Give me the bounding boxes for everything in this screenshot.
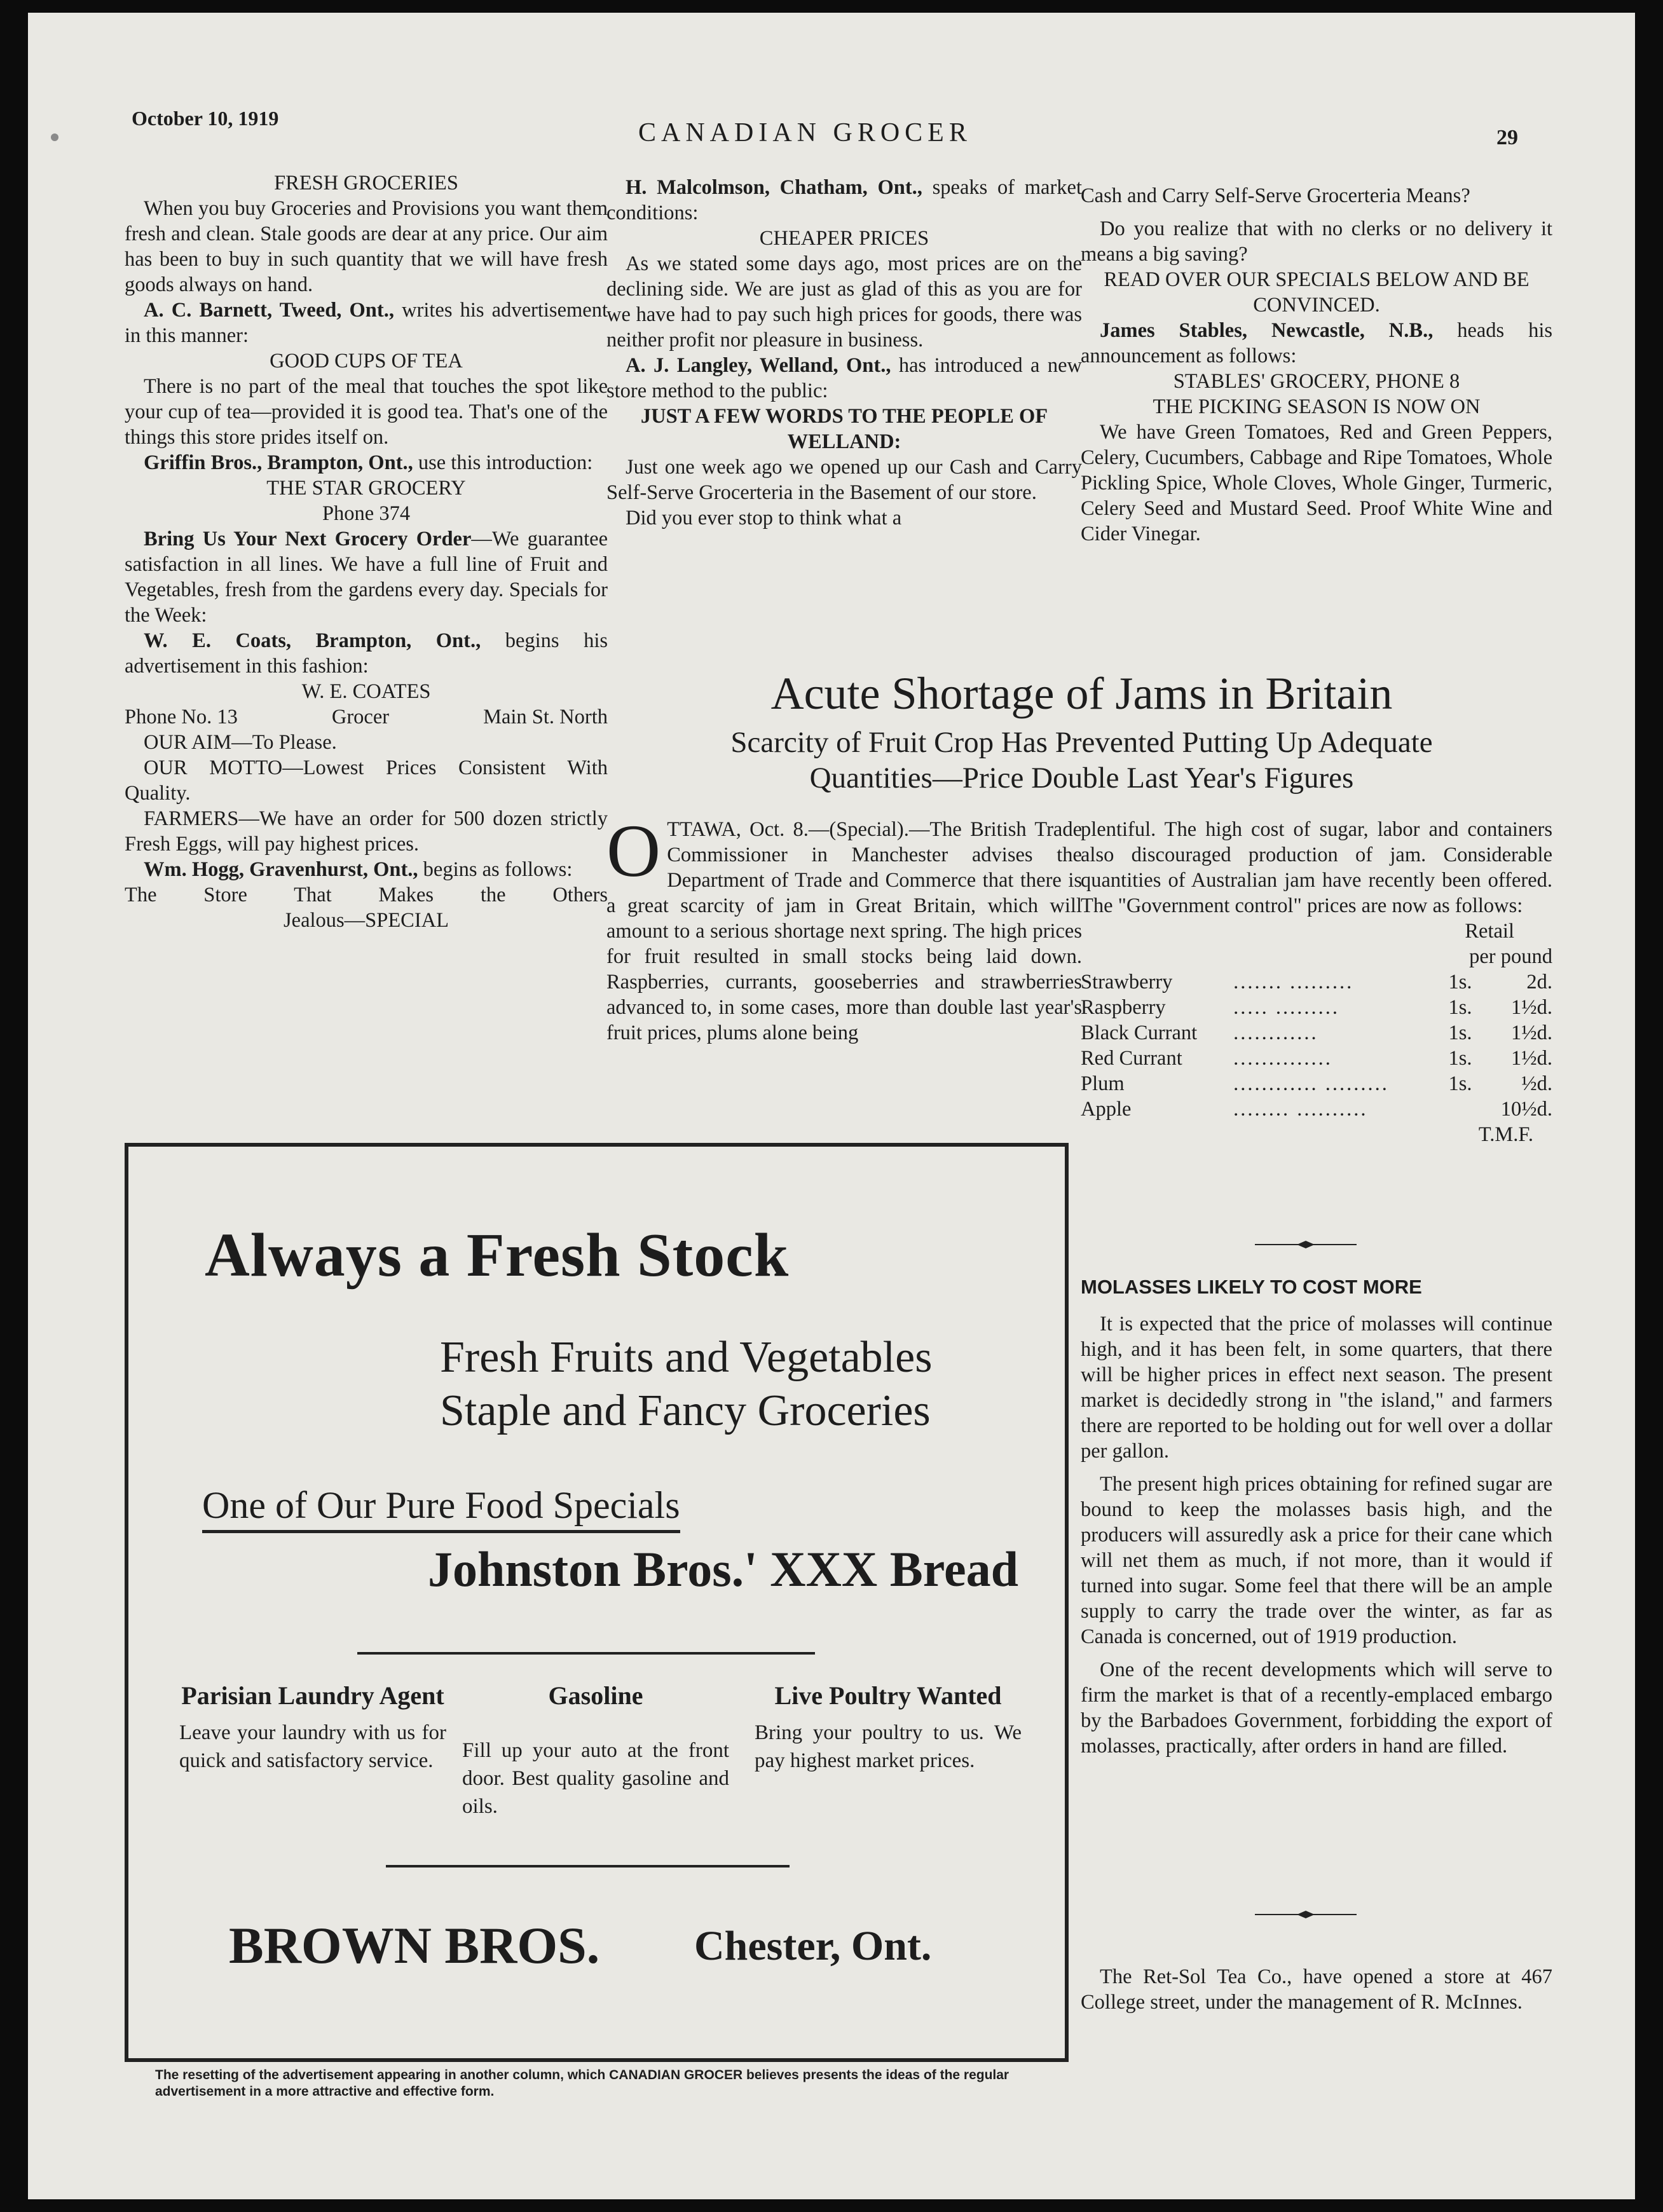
store-line: The Store That Makes the Others xyxy=(125,884,608,906)
ad-headline: Always a Fresh Stock xyxy=(205,1221,790,1290)
gasoline-title: Gasoline xyxy=(548,1681,643,1710)
ad-brand: BROWN BROS. xyxy=(229,1916,600,1974)
price-item: Plum xyxy=(1081,1072,1125,1095)
farmers-text: FARMERS—We have an order for 500 dozen strictly Fresh Eggs, will pay highest prices. xyxy=(125,807,608,856)
price-item: Black Currant xyxy=(1081,1021,1198,1044)
griffin-intro xyxy=(125,450,608,475)
ad-line-1: Fresh Fruits and Vegetables xyxy=(440,1333,933,1382)
cheaper-text: As we stated some days ago, most prices are on the declining side. We are just as glad of this as you are for we have had to pay such high prices for goods, there was neither profit nor pleasure in business. xyxy=(606,252,1082,352)
coates-phone: Phone No. 13 xyxy=(125,706,238,728)
realize-text: Do you realize that with no clerks or no delivery it means a big saving? xyxy=(1081,217,1552,266)
per-pound-label: per pound xyxy=(1469,945,1552,968)
price-shillings: 1s. xyxy=(1448,1047,1472,1070)
heading-few-words: JUST A FEW WORDS TO THE PEOPLE OF WELLAND: xyxy=(640,405,1048,453)
malcolmson-text: speaks of market conditions: xyxy=(606,176,1082,224)
laundry-text: Leave your laundry with us for quick and satisfactory service. xyxy=(179,1721,446,1772)
retsol-item xyxy=(1081,1964,1552,2015)
diamond-rule-icon xyxy=(1255,1240,1357,1249)
price-shillings: 1s. xyxy=(1448,996,1472,1019)
price-shillings: 1s. xyxy=(1448,1021,1472,1044)
price-shillings: 1s. xyxy=(1448,1072,1472,1095)
molasses-p1: It is expected that the price of molasses will continue high, and it has been felt, in some quarters, that there will be higher prices in effect next season. The present market is decidedly strong in "the island," and farmers there are reported to be holding out for well over a dollar per gallon. xyxy=(1081,1313,1552,1463)
section-ornament xyxy=(1255,1910,1357,1919)
poultry-text: Bring your poultry to us. We pay highest market prices. xyxy=(755,1721,1022,1772)
price-leader: ............ xyxy=(1233,1021,1318,1044)
heading-star-grocery: THE STAR GROCERY xyxy=(266,477,466,500)
barnett-intro xyxy=(125,297,608,348)
ad-poultry-box xyxy=(755,1681,1022,1775)
heading-picking-season: THE PICKING SEASON IS NOW ON xyxy=(1153,395,1481,418)
malcolmson-name: H. Malcolmson, Chatham, Ont., xyxy=(626,176,922,199)
price-item: Strawberry xyxy=(1081,971,1173,993)
price-row xyxy=(1081,969,1552,995)
ad-bread-text: Johnston Bros.' XXX Bread xyxy=(428,1541,1018,1597)
heading-good-cups: GOOD CUPS OF TEA xyxy=(270,350,463,372)
barnett-name: A. C. Barnett, Tweed, Ont., xyxy=(144,299,394,322)
magazine-page xyxy=(28,13,1635,2199)
cash-carry-text: Cash and Carry Self-Serve Grocerteria Means? xyxy=(1081,184,1470,207)
ad-footnote: The resetting of the advertisement appearing in another column, which CANADIAN GROCER believes presents the ideas of the regular advertisement in a more attractive and effective form. xyxy=(155,2068,1009,2099)
ad-bread xyxy=(128,1541,1063,1598)
jealous-line: Jealous—SPECIAL xyxy=(284,909,449,932)
molasses-p2: The present high prices obtaining for refined sugar are bound to keep the molasses basis high, and the producers will assuredly ask a price for their cane which will net them as much, if not more, than it would if turned into sugar. Some feel that there will be an ample supply to carry the trade over the winter, as far as Canada is concerned, out of 1919 production. xyxy=(1081,1473,1552,1648)
price-row xyxy=(1081,995,1552,1020)
price-row xyxy=(1081,1071,1552,1096)
column-3 xyxy=(1081,183,1552,547)
price-leader: ..... ......... xyxy=(1233,996,1339,1019)
fresh-groceries-text: When you buy Groceries and Provisions you want them fresh and clean. Stale goods are dear at any price. Our aim has been to buy in such quantity that we will have fresh goods always on hand. xyxy=(125,197,608,296)
bring-order-text xyxy=(125,526,608,628)
retail-label: Retail xyxy=(1465,920,1514,943)
subtitle-line-1: Scarcity of Fruit Crop Has Prevented Putting Up Adequate xyxy=(730,726,1433,759)
heading-read-over: READ OVER OUR SPECIALS BELOW AND BE CONVINCED. xyxy=(1104,268,1530,317)
our-aim: OUR AIM—To Please. xyxy=(144,731,337,754)
article-signature: T.M.F. xyxy=(1478,1123,1533,1146)
barnett-text: writes his advertisement in this manner: xyxy=(125,299,608,347)
langley-text: has introduced a new store method to the public: xyxy=(606,354,1082,402)
bring-bold: Bring Us Your Next Grocery Order xyxy=(144,528,472,550)
price-pence: 10½d. xyxy=(1500,1098,1552,1121)
hogg-name: Wm. Hogg, Gravenhurst, Ont., xyxy=(144,858,418,881)
stables-intro xyxy=(1081,318,1552,369)
jam-price-table xyxy=(1081,918,1552,1122)
ad-rule-top xyxy=(357,1652,815,1655)
gasoline-text: Fill up your auto at the front door. Best quality gasoline and oils. xyxy=(462,1739,729,1818)
jam-article-col-1 xyxy=(606,809,1082,1046)
jam-article-col-2 xyxy=(1081,817,1552,1147)
star-phone: Phone 374 xyxy=(322,502,411,525)
brown-bros-advertisement xyxy=(125,1143,1069,2062)
stables-phone: STABLES' GROCERY, PHONE 8 xyxy=(1173,370,1460,393)
price-pence: 2d. xyxy=(1526,971,1552,993)
griffin-text: use this introduction: xyxy=(413,451,593,474)
coats-intro xyxy=(125,628,608,679)
griffin-name: Griffin Bros., Brampton, Ont., xyxy=(144,451,413,474)
price-item: Raspberry xyxy=(1081,996,1166,1019)
price-header-row xyxy=(1081,918,1552,944)
tea-text: There is no part of the meal that touches the spot like your cup of tea—provided it is good tea. That's one of the things this store prides itself on. xyxy=(125,375,608,449)
subtitle-line-2: Quantities—Price Double Last Year's Figures xyxy=(809,761,1354,795)
coats-name: W. E. Coats, Brampton, Ont., xyxy=(144,629,481,652)
stables-text: heads his announcement as follows: xyxy=(1081,319,1552,367)
molasses-p3: One of the recent developments which will serve to firm the market is that of a recently-emplaced embargo by the Barbadoes Government, forbidding the export of molasses, practically, after orders in hand are filled. xyxy=(1081,1658,1552,1758)
retsol-text: The Ret-Sol Tea Co., have opened a store at 467 College street, under the management of R. McInnes. xyxy=(1081,1965,1552,2014)
price-leader: ....... ......... xyxy=(1233,971,1354,993)
jam-article-title: Acute Shortage of Jams in Britain xyxy=(770,668,1393,719)
section-ornament xyxy=(1255,1240,1357,1249)
ad-rule-bottom xyxy=(386,1865,790,1867)
langley-name: A. J. Langley, Welland, Ont., xyxy=(626,354,891,377)
drop-cap: O xyxy=(606,809,661,892)
ad-location: Chester, Ont. xyxy=(694,1923,932,1969)
jam-article-subtitle xyxy=(606,725,1557,796)
few-words-text: Just one week ago we opened up our Cash and Carry Self-Serve Grocerteria in the Basement of our store. xyxy=(606,456,1082,504)
column-1 xyxy=(125,170,608,933)
price-pence: ½d. xyxy=(1521,1072,1552,1095)
price-pence: 1½d. xyxy=(1511,1047,1552,1070)
price-shillings: 1s. xyxy=(1448,971,1472,993)
ad-products xyxy=(440,1331,932,1438)
molasses-article xyxy=(1081,1274,1552,1759)
heading-fresh-groceries: FRESH GROCERIES xyxy=(274,172,458,195)
page-number: 29 xyxy=(1496,126,1518,149)
hogg-text: begins as follows: xyxy=(418,858,573,881)
price-row xyxy=(1081,1046,1552,1071)
price-shillings xyxy=(1437,1096,1485,1122)
coates-address: Main St. North xyxy=(483,706,608,728)
issue-date: October 10, 1919 xyxy=(132,107,279,130)
stables-name: James Stables, Newcastle, N.B., xyxy=(1100,319,1434,342)
jam-body-1: TTAWA, Oct. 8.—(Special).—The British Trade Commissioner in Manchester advises the Department of Trade and Commerce that there is a great scarcity of jam in Great Britain, which will amount to a serious shortage next spring. The high prices for fruit resulted in small stocks being laid down. Raspberries, currants, gooseberries and strawberries advanced to, in some cases, more than double last year's fruit prices, plums alone being xyxy=(606,818,1082,1044)
price-rows xyxy=(1081,969,1552,1122)
ad-specials: One of Our Pure Food Specials xyxy=(202,1484,680,1533)
price-leader: .............. xyxy=(1233,1047,1332,1070)
price-row xyxy=(1081,1096,1552,1122)
price-item: Red Currant xyxy=(1081,1047,1182,1070)
masthead: CANADIAN GROCER xyxy=(638,118,972,147)
price-pence: 1½d. xyxy=(1511,996,1552,1019)
ad-gasoline-box xyxy=(462,1681,729,1820)
heading-coates: W. E. COATES xyxy=(301,680,431,703)
price-item: Apple xyxy=(1081,1098,1132,1121)
picking-text: We have Green Tomatoes, Red and Green Peppers, Celery, Cucumbers, Cabbage and Ripe Tomatoes, Whole Pickling Spice, Whole Cloves, Whole Ginger, Turmeric, Celery Seed and Mustard Seed. Proof White Wine and Cider Vinegar. xyxy=(1081,421,1552,545)
ad-laundry-box xyxy=(179,1681,446,1775)
scan-speck xyxy=(51,133,58,141)
heading-cheaper-prices: CHEAPER PRICES xyxy=(759,227,929,250)
price-leader: ........ .......... xyxy=(1233,1098,1368,1121)
molasses-heading: MOLASSES LIKELY TO COST MORE xyxy=(1081,1276,1422,1298)
column-2 xyxy=(606,175,1082,531)
laundry-title: Parisian Laundry Agent xyxy=(181,1681,444,1710)
price-leader: ............ ......... xyxy=(1233,1072,1389,1095)
coates-contact-line xyxy=(125,704,608,730)
bring-text: —We guarantee satisfaction in all lines. We have a full line of Fruit and Vegetables, fresh from the gardens every day. Specials for the Week: xyxy=(125,528,608,627)
malcolmson-intro xyxy=(606,175,1082,226)
ever-text: Did you ever stop to think what a xyxy=(626,507,902,529)
price-row xyxy=(1081,1020,1552,1046)
ad-line-2: Staple and Fancy Groceries xyxy=(440,1386,931,1435)
coats-text: begins his advertisement in this fashion: xyxy=(125,629,608,678)
langley-intro xyxy=(606,353,1082,404)
price-header-row xyxy=(1081,944,1552,969)
jam-body-2: plentiful. The high cost of sugar, labor and containers also discouraged production of jam. Considerable quantities of Australian jam have recently been offered. The "Government control" prices are now as follows: xyxy=(1081,818,1552,917)
price-pence: 1½d. xyxy=(1511,1021,1552,1044)
coates-grocer: Grocer xyxy=(331,706,390,728)
diamond-rule-icon xyxy=(1255,1910,1357,1919)
our-motto: OUR MOTTO—Lowest Prices Consistent With Quality. xyxy=(125,756,608,805)
hogg-intro xyxy=(125,857,608,882)
poultry-title: Live Poultry Wanted xyxy=(774,1681,1002,1710)
